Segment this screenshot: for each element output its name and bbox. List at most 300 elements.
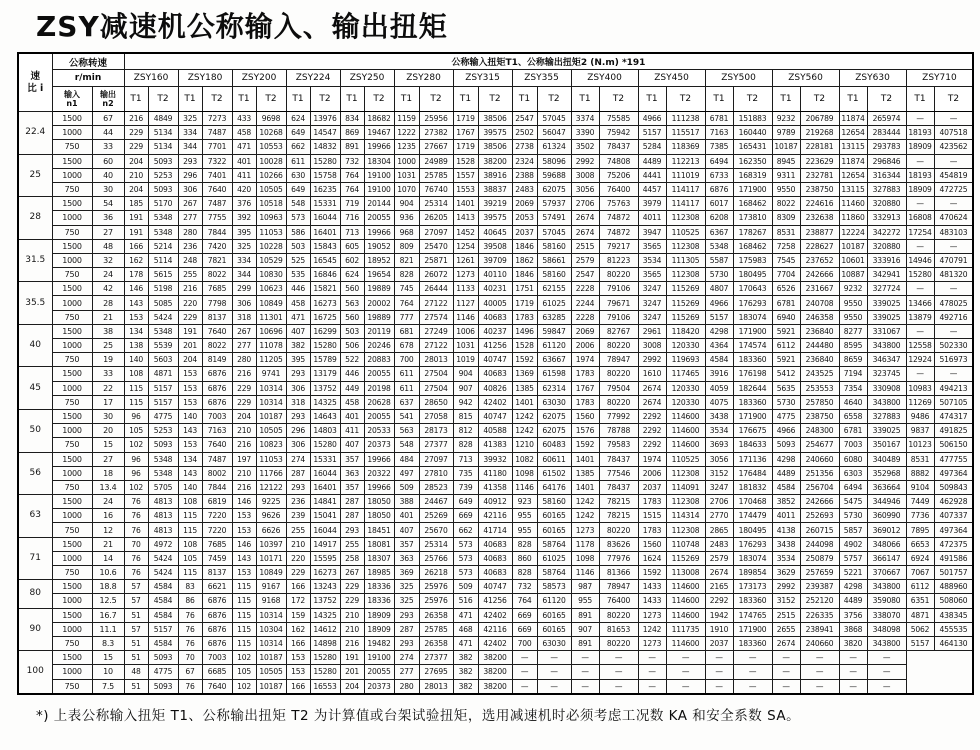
torque-cell: 7704 [772,268,800,282]
torque-cell: 280 [394,679,419,694]
torque-cell: 10314 [256,608,286,622]
torque-cell: 342272 [867,225,906,239]
torque-cell: 669 [453,509,478,523]
torque-cell: 77976 [599,551,638,565]
torque-cell: 6494 [839,480,867,494]
torque-cell: 254677 [800,438,839,452]
torque-cell: 334 [178,126,202,140]
torque-cell: — [934,282,973,296]
table-row [18,324,973,338]
torque-cell: 10314 [256,395,286,409]
torque-cell: 2228 [571,310,599,324]
torque-cell: 19100 [364,168,394,182]
model-header: ZSY200 [232,70,286,87]
output-torque-header: T2 [599,87,638,112]
torque-cell: 51 [124,636,148,650]
torque-cell: 968 [394,225,419,239]
torque-cell: 7701 [202,140,232,154]
torque-cell: 1242 [512,409,537,423]
torque-cell: 7640 [202,324,232,338]
torque-cell: 5348 [148,225,178,239]
torque-cell: 236 [178,239,202,253]
torque-cell: 10623 [256,282,286,296]
torque-cell: 115 [178,566,202,580]
torque-cell: 1610 [638,367,666,381]
torque-cell: 1006 [453,324,478,338]
torque-cell: 143 [178,424,202,438]
torque-cell: 219268 [800,126,839,140]
torque-cell: 4489 [839,594,867,608]
torque-cell: 777 [394,310,419,324]
torque-cell: 38916 [478,168,512,182]
torque-cell: 449 [340,381,364,395]
torque-cell: 228181 [800,140,839,154]
torque-cell: 611 [394,381,419,395]
torque-cell: 83626 [599,537,638,551]
torque-cell: 407337 [934,509,973,523]
torque-cell: 38837 [478,182,512,196]
torque-cell: 1261 [453,253,478,267]
torque-cell: 57491 [537,211,571,225]
torque-cell: 488960 [934,580,973,594]
torque-cell: 420 [232,182,256,196]
torque-cell: 3565 [638,268,666,282]
torque-cell: 257850 [800,395,839,409]
torque-cell: 4489 [772,466,800,480]
torque-cell: 987 [571,580,599,594]
output-speed-cell: 25 [92,339,124,353]
torque-cell: 19966 [364,140,394,154]
torque-cell: 216 [232,480,256,494]
torque-cell: 4075 [705,395,733,409]
torque-cell: 1070 [394,182,419,196]
torque-cell: 904 [453,367,478,381]
torque-cell: 76 [124,551,148,565]
torque-cell: 39219 [478,197,512,211]
torque-cell: 357 [394,537,419,551]
torque-cell: 176293 [733,296,772,310]
torque-cell: 20533 [364,424,394,438]
torque-cell: 112308 [666,466,705,480]
torque-cell: 51 [124,651,148,665]
torque-cell: 25314 [419,197,453,211]
torque-cell: 5705 [148,480,178,494]
torque-cell: 10505 [256,424,286,438]
torque-cell: 25269 [419,509,453,523]
torque-cell: 39709 [478,253,512,267]
torque-cell: 105 [232,665,256,679]
input-speed-cell: 750 [52,395,92,409]
torque-cell: — [906,112,934,126]
torque-cell: 716 [340,211,364,225]
torque-cell: 1592 [512,353,537,367]
torque-cell: 471 [232,140,256,154]
table-row [18,239,973,253]
torque-cell: 74808 [599,154,638,168]
torque-cell: 5157 [906,636,934,650]
input-speed-cell: 750 [52,353,92,367]
torque-cell: 252693 [800,509,839,523]
torque-cell: 4775 [148,665,178,679]
torque-cell: 339025 [867,310,906,324]
torque-cell: 102 [124,480,148,494]
torque-cell: 1273 [571,523,599,537]
torque-cell: 76 [124,509,148,523]
torque-cell: 3629 [772,566,800,580]
torque-cell: — [599,679,638,694]
torque-cell: 242666 [800,495,839,509]
torque-cell: — [934,239,973,253]
torque-cell: 891 [571,608,599,622]
input-speed-cell: 1000 [52,551,92,565]
output-torque-header: T2 [364,87,394,112]
torque-cell: 15843 [310,239,340,253]
torque-cell: 4584 [705,353,733,367]
torque-cell: 280 [232,353,256,367]
table-row [18,622,973,636]
torque-cell: 344 [178,140,202,154]
torque-cell: 38506 [478,140,512,154]
torque-cell: 474317 [934,409,973,423]
torque-cell: 828 [512,566,537,580]
torque-cell: 38200 [478,665,512,679]
torque-cell: 7895 [906,523,934,537]
torque-cell: 58764 [537,537,571,551]
output-speed-cell: 60 [92,154,124,168]
torque-cell: 293 [286,480,310,494]
torque-cell: 1413 [453,211,478,225]
torque-cell: 184633 [733,438,772,452]
output-speed-cell: 33 [92,140,124,154]
output-speed-cell: 28 [92,296,124,310]
torque-table [17,52,974,695]
torque-cell: 143 [232,551,256,565]
torque-cell: 5424 [148,310,178,324]
torque-cell: 178 [124,268,148,282]
torque-cell: 3756 [839,608,867,622]
torque-cell: 244480 [800,339,839,353]
torque-cell: 10601 [839,253,867,267]
torque-cell: 27097 [419,225,453,239]
input-speed-cell: 1000 [52,594,92,608]
torque-cell: 3056 [571,182,599,196]
torque-cell: 40005 [478,296,512,310]
torque-cell: 153 [178,395,202,409]
torque-cell: 78788 [599,424,638,438]
input-torque-header: T1 [906,87,934,112]
torque-cell: 114117 [666,182,705,196]
torque-cell: 5093 [148,182,178,196]
torque-cell: 6351 [906,594,934,608]
torque-cell: — [800,679,839,694]
torque-cell: 5348 [705,239,733,253]
torque-cell: 12654 [839,168,867,182]
torque-cell: 174574 [733,339,772,353]
torque-cell: 5253 [148,168,178,182]
torque-cell: 1783 [512,310,537,324]
torque-cell: 10505 [256,182,286,196]
torque-cell: 115 [124,381,148,395]
torque-cell: 78437 [599,452,638,466]
torque-cell: 15758 [310,168,340,182]
torque-cell: 204 [124,182,148,196]
output-speed-cell: 15 [92,651,124,665]
torque-cell: 70 [178,651,202,665]
torque-cell: 204 [178,353,202,367]
torque-cell: 12924 [906,353,934,367]
torque-cell: 110525 [666,225,705,239]
torque-cell: 80220 [599,395,638,409]
torque-cell: 18909 [364,608,394,622]
torque-cell: 1452 [453,225,478,239]
torque-cell: 7685 [202,282,232,296]
torque-cell: 118420 [666,324,705,338]
torque-cell: 80220 [599,367,638,381]
torque-cell: 6112 [906,580,934,594]
torque-cell: 293 [286,409,310,423]
torque-cell: 3247 [705,480,733,494]
torque-cell: 62314 [537,381,571,395]
torque-cell: 834 [340,112,364,126]
torque-cell: 5214 [148,239,178,253]
torque-cell: — [537,679,571,694]
torque-cell: 338070 [867,608,906,622]
torque-cell: 58096 [537,154,571,168]
torque-cell: 4871 [148,367,178,381]
input-torque-header: T1 [453,87,478,112]
torque-cell: 16545 [310,253,340,267]
table-row [18,665,973,679]
torque-cell: 14841 [310,495,340,509]
torque-cell: 14325 [310,608,340,622]
torque-cell: 10983 [906,381,934,395]
torque-cell: 1031 [453,339,478,353]
torque-cell: 201 [340,665,364,679]
torque-cell: 732 [340,154,364,168]
torque-cell: 237652 [800,253,839,267]
torque-cell: 229 [340,594,364,608]
torque-cell: 287 [340,509,364,523]
input-speed-cell: 1500 [52,608,92,622]
torque-cell: 2674 [571,211,599,225]
torque-cell: 134 [178,452,202,466]
torque-cell: 15595 [310,551,340,565]
input-speed-cell: 1500 [52,537,92,551]
torque-cell: 228627 [800,239,839,253]
torque-cell: 75763 [599,197,638,211]
torque-cell: 492716 [934,310,973,324]
output-torque-header: T2 [478,87,512,112]
input-torque-header: T1 [124,87,148,112]
torque-cell: 1846 [512,268,537,282]
torque-cell: 662 [286,140,310,154]
torque-cell: 20119 [364,324,394,338]
torque-cell: 2706 [705,495,733,509]
torque-cell: 5757 [839,551,867,565]
torque-cell: 9168 [256,594,286,608]
torque-cell: 114600 [666,438,705,452]
torque-cell: 563 [340,296,364,310]
torque-cell: 64176 [537,480,571,494]
torque-cell: 168319 [733,168,772,182]
torque-cell: 491825 [934,424,973,438]
torque-cell: 171136 [733,452,772,466]
table-row [18,409,973,423]
torque-cell: 115269 [666,551,705,565]
torque-cell: 19966 [364,225,394,239]
output-speed-cell: 22 [92,381,124,395]
ratio-label-bottom: 比 i [27,82,44,94]
torque-cell: 206789 [800,112,839,126]
torque-cell: 1401 [571,452,599,466]
model-header: ZSY355 [512,70,571,87]
torque-cell: 4849 [148,112,178,126]
torque-cell: 470791 [934,253,973,267]
torque-cell: 40588 [478,424,512,438]
torque-cell: 5198 [148,282,178,296]
torque-cell: 18985 [364,566,394,580]
torque-cell: 327724 [867,282,906,296]
model-header: ZSY315 [453,70,512,87]
torque-cell: 171900 [733,409,772,423]
torque-cell: 170468 [733,495,772,509]
torque-cell: 112308 [666,523,705,537]
torque-cell: 15041 [310,509,340,523]
model-header: ZSY710 [906,70,973,87]
torque-cell: 20198 [364,381,394,395]
torque-cell: 16273 [310,566,340,580]
torque-cell: 407 [286,324,310,338]
torque-cell: 255 [178,268,202,282]
ratio-column-header [18,53,52,112]
torque-cell: 7545 [772,253,800,267]
torque-cell: 907 [571,622,599,636]
torque-cell: 649 [453,495,478,509]
torque-cell: 51 [124,608,148,622]
torque-cell: 115 [178,523,202,537]
torque-cell: 7736 [906,509,934,523]
torque-cell: 1385 [512,381,537,395]
torque-cell: 9104 [906,480,934,494]
input-speed-cell: 1000 [52,622,92,636]
torque-cell: — [867,651,906,665]
torque-cell: 541 [394,409,419,423]
output-speed-cell: 44 [92,126,124,140]
torque-cell: 67 [178,665,202,679]
input-speed-cell: 750 [52,268,92,282]
torque-cell: 293783 [867,140,906,154]
output-torque-header: T2 [537,87,571,112]
torque-cell: 6876 [202,608,232,622]
torque-cell: 573 [453,537,478,551]
torque-cell: 6876 [705,182,733,196]
torque-cell: 458 [340,395,364,409]
torque-cell: 39508 [478,239,512,253]
torque-cell: 14832 [310,140,340,154]
torque-cell: 40683 [478,537,512,551]
torque-cell: 24467 [419,495,453,509]
torque-cell: 1974 [571,353,599,367]
torque-cell: 5348 [148,324,178,338]
torque-cell: 251356 [800,466,839,480]
torque-cell: 455535 [934,622,973,636]
torque-cell: 42402 [478,395,512,409]
output-speed-cell: 48 [92,239,124,253]
torque-cell: 1000 [394,154,419,168]
torque-cell: 226335 [800,608,839,622]
torque-cell: 236840 [800,324,839,338]
torque-cell: 248 [178,253,202,267]
torque-cell: 9486 [906,409,934,423]
torque-cell: 25871 [419,253,453,267]
input-speed-cell: 1500 [52,197,92,211]
torque-cell: 4298 [705,324,733,338]
torque-cell: 20144 [364,197,394,211]
input-speed-cell: 1000 [52,168,92,182]
torque-cell: 1592 [571,438,599,452]
torque-cell: 19100 [364,651,394,665]
table-row [18,182,973,196]
torque-cell: 39575 [478,126,512,140]
torque-cell: 516 [453,594,478,608]
torque-cell: 2865 [705,523,733,537]
torque-cell: — [839,679,867,694]
torque-cell: 2006 [571,339,599,353]
torque-cell: 183360 [733,353,772,367]
torque-cell: 494213 [934,381,973,395]
torque-cell: — [934,154,973,168]
torque-cell: 60165 [537,509,571,523]
torque-cell: 306 [232,296,256,310]
torque-cell: 6080 [839,452,867,466]
torque-cell: 507105 [934,395,973,409]
torque-cell: 19100 [364,182,394,196]
torque-cell: 293 [394,636,419,650]
torque-cell: 96 [124,452,148,466]
torque-cell: 18193 [906,168,934,182]
torque-cell: 395 [232,225,256,239]
torque-cell: 470624 [934,211,973,225]
torque-cell: 13752 [310,381,340,395]
model-header: ZSY224 [286,70,340,87]
torque-cell: 267 [232,324,256,338]
input-speed-cell: 1000 [52,424,92,438]
torque-cell: 2053 [512,211,537,225]
torque-cell: 210 [232,466,256,480]
torque-cell: 325 [394,580,419,594]
torque-cell: 58160 [537,495,571,509]
torque-cell: 76 [178,622,202,636]
torque-cell: 174479 [733,509,772,523]
torque-cell: 229 [178,310,202,324]
torque-cell: 860 [512,551,537,565]
torque-note-header: 公称输入扭矩T1、公称输出扭矩2 (N.m) *191 [124,53,973,70]
output-speed-cell: 21 [92,310,124,324]
torque-cell: 1401 [453,197,478,211]
torque-cell: 9550 [772,182,800,196]
torque-cell: 18081 [364,537,394,551]
input-speed-cell: 1000 [52,211,92,225]
torque-cell: 2706 [571,197,599,211]
torque-cell: 8022 [772,197,800,211]
torque-cell: 472375 [934,537,973,551]
table-row [18,211,973,225]
torque-cell: 923 [512,495,537,509]
torque-cell: 28523 [419,480,453,494]
torque-cell: 120330 [666,381,705,395]
torque-cell: 7273 [202,112,232,126]
torque-cell: 42402 [478,608,512,622]
